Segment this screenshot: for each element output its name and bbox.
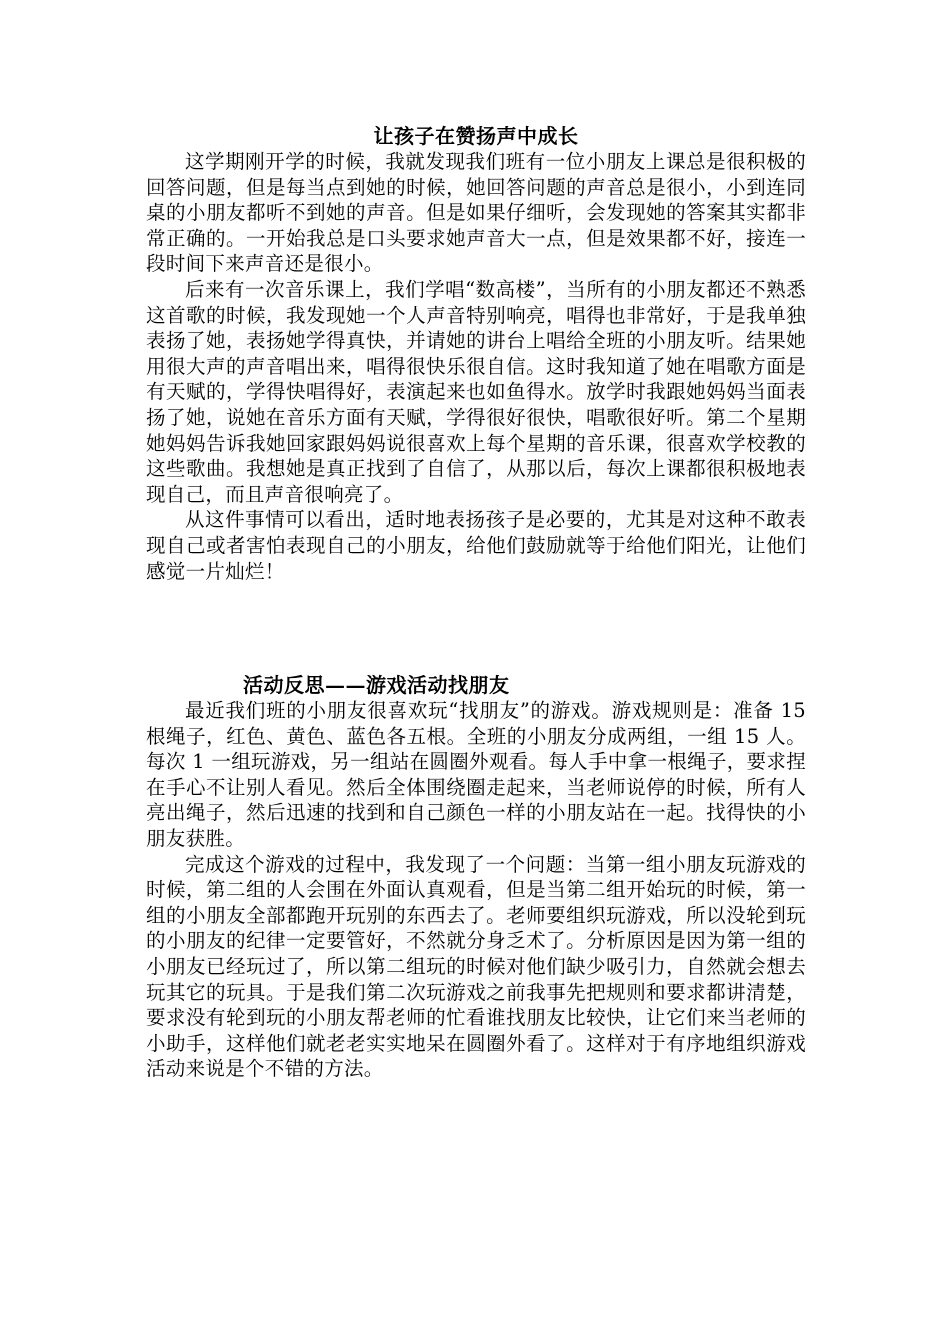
article-1-paragraph-2: 后来有一次音乐课上，我们学唱“数高楼”，当所有的小朋友都还不熟悉这首歌的时候，我发现她一个人声音特别响亮，唱得也非常好，于是我单独表扬了她，表扬她学得真快，并请她的讲台上唱给全班的小朋友听。结果她用很大声的声音唱出来，唱得很快乐很自信。这时我知道了她在唱歌方面是有天赋的，学得快唱得好，表演起来也如鱼得水。放学时我跟她妈妈当面表扬了她，说她在音乐方面有天赋，学得很好很快，唱歌很好听。第二个星期她妈妈告诉我她回家跟妈妈说很喜欢上每个星期的音乐课，很喜欢学校教的这些歌曲。我想她是真正找到了自信了，从那以后，每次上课都很积极地表现自己，而且声音很响亮了。: [146, 277, 806, 506]
article-section-2: [146, 672, 806, 1082]
article-title-2: 活动反思——游戏活动找朋友: [243, 673, 510, 697]
article-title-1: 让孩子在赞扬声中成长: [373, 124, 579, 148]
article-2-paragraph-2: 完成这个游戏的过程中，我发现了一个问题：当第一组小朋友玩游戏的时候，第二组的人会围在外面认真观看，但是当第二组开始玩的时候，第一组的小朋友全部都跑开玩别的东西去了。老师要组织玩游戏，所以没轮到玩的小朋友的纪律一定要管好，不然就分身乏术了。分析原因是因为第一组的小朋友已经玩过了，所以第二组玩的时候对他们缺少吸引力，自然就会想去玩其它的玩具。于是我们第二次玩游戏之前我事先把规则和要求都讲清楚，要求没有轮到玩的小朋友帮老师的忙看谁找朋友比较快，让它们来当老师的小助手，这样他们就老老实实地呆在圆圈外看了。这样对于有序地组织游戏活动来说是个不错的方法。: [146, 852, 806, 1081]
article-2-paragraph-1: 最近我们班的小朋友很喜欢玩“找朋友”的游戏。游戏规则是：准备 15 根绳子，红色、黄色、蓝色各五根。全班的小朋友分成两组，一组 15 人。每次 1 一组玩游戏，另一组站在圆圈外观看。每人手中拿一根绳子，要求捏在手心不让别人看见。然后全体围绕圈走起来，当老师说停的时候，所有人亮出绳子，然后迅速的找到和自己颜色一样的小朋友站在一起。找得快的小朋友获胜。: [146, 699, 806, 850]
article-1-paragraph-3: 从这件事情可以看出，适时地表扬孩子是必要的，尤其是对这种不敢表现自己或者害怕表现自己的小朋友，给他们鼓励就等于给他们阳光，让他们感觉一片灿烂！: [146, 508, 806, 583]
article-1-paragraph-1: 这学期刚开学的时候，我就发现我们班有一位小朋友上课总是很积极的回答问题，但是每当点到她的时候，她回答问题的声音总是很小，小到连同桌的小朋友都听不到她的声音。但是如果仔细听，会发现她的答案其实都非常正确的。一开始我总是口头要求她声音大一点，但是效果都不好，接连一段时间下来声音还是很小。: [146, 150, 806, 276]
article-section-1: [146, 123, 806, 584]
